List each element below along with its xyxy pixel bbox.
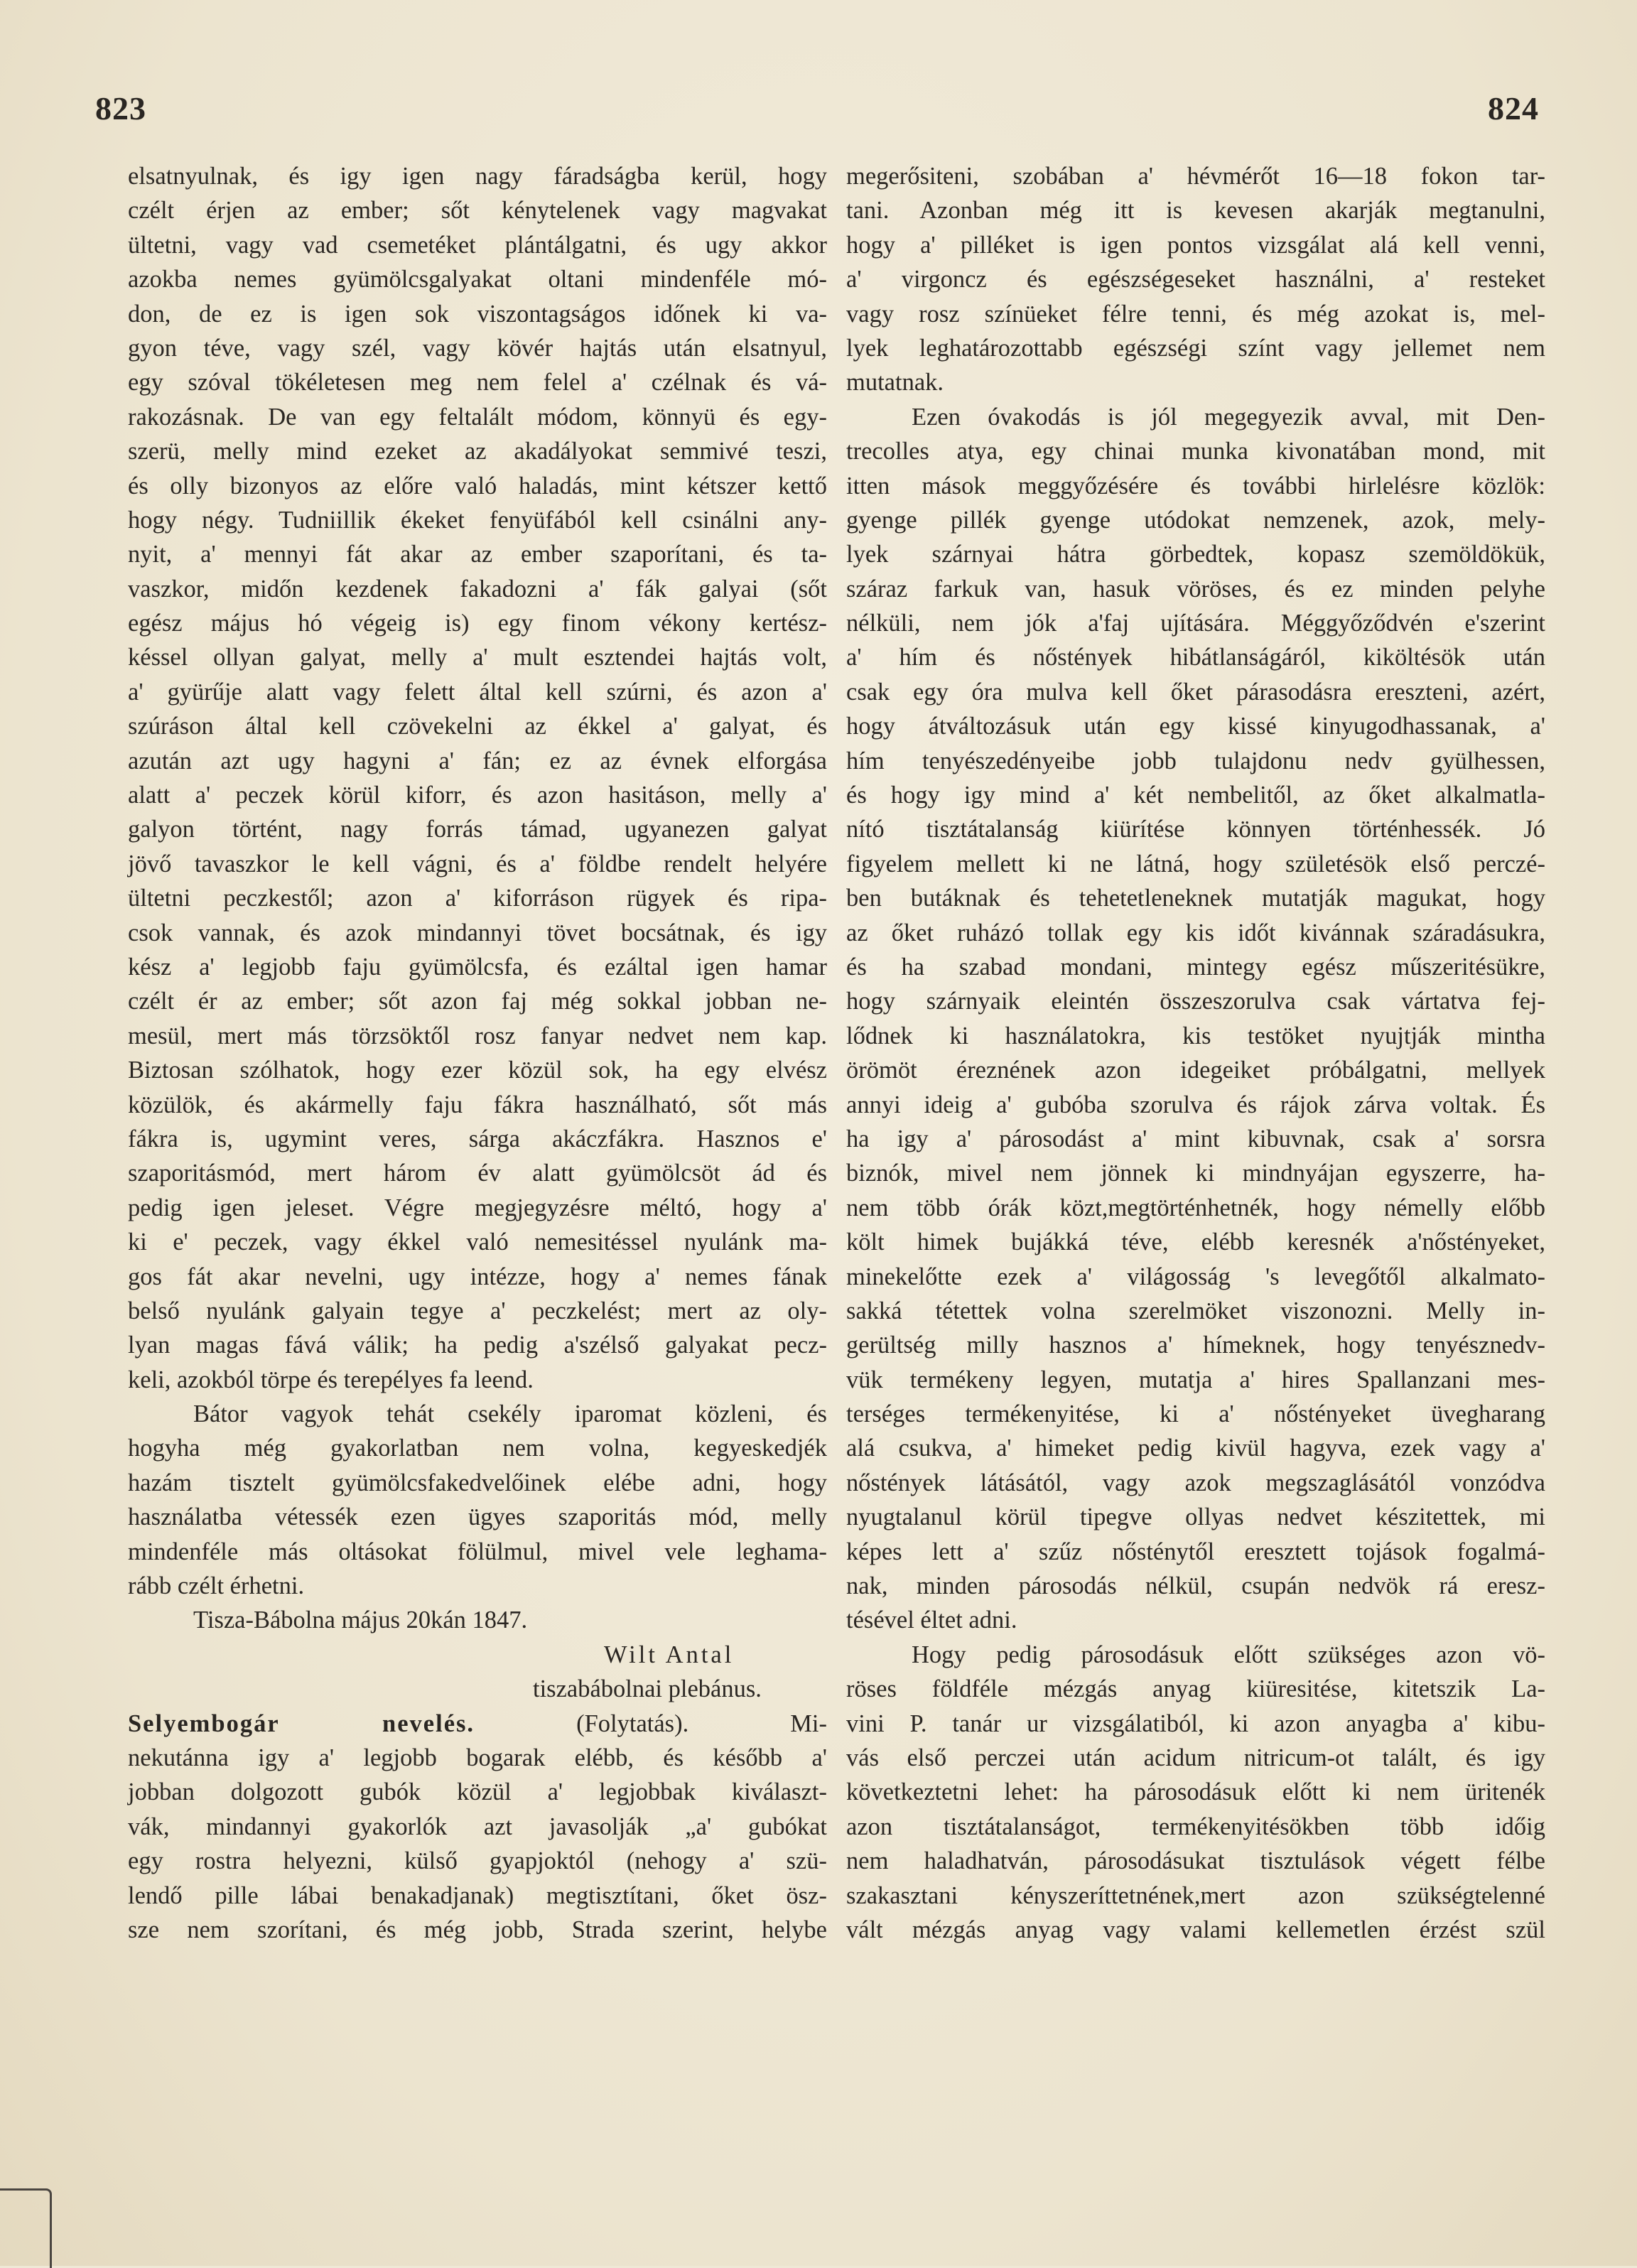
text-line: örömöt éreznének azon idegeiket próbálgatni, mellyek	[846, 1057, 1545, 1084]
text-line: hogy szárnyaik eleintén összeszorulva csak vártatva fej-	[846, 988, 1545, 1015]
text-line: czélt ér az ember; sőt azon faj még sokkal jobban ne-	[128, 988, 827, 1015]
text-line: száraz farkuk van, hasuk vöröses, és ez minden pelyhe	[846, 575, 1545, 603]
text-line: rább czélt érhetni.	[128, 1572, 305, 1600]
text-line: megerősiteni, szobában a' hévmérőt 16—18 fokon tar-	[846, 163, 1545, 190]
text-line: egy szóval tökéletesen meg nem felel a' czélnak és vá-	[128, 369, 827, 396]
text-line: ültetni peczkestől; azon a' kiforráson rügyek és ripa-	[128, 885, 827, 912]
text-line: költ himek bujákká téve, elébb keresnék a'nőstényeket,	[846, 1228, 1545, 1256]
page-number-left: 823	[95, 90, 146, 126]
text-line: keli, azokból törpe és terepélyes fa leend.	[128, 1366, 534, 1393]
text-line: tani. Azonban még itt is kevesen akarják megtanulni,	[846, 197, 1545, 225]
text-line: tésével éltet adni.	[846, 1606, 1017, 1634]
text-line: nyit, a' mennyi fát akar az ember szaporítani, és ta-	[128, 541, 827, 568]
text-line: ben butáknak és tehetetleneknek mutatják magukat, hogy	[846, 885, 1545, 912]
text-line: szerü, melly mind ezeket az akadályokat semmivé teszi,	[128, 438, 827, 465]
text-line: a' hím és nőstények hibátlanságáról, kiköltésök után	[846, 644, 1545, 671]
text-line: alatt a' peczek körül kiforr, és azon hasitáson, melly a'	[128, 782, 827, 809]
text-line: Hogy pedig párosodásuk előtt szükséges azon vö-	[912, 1641, 1545, 1668]
text-line: vaszkor, midőn kezdenek fakadozni a' fák galyai (sőt	[128, 575, 827, 603]
dateline: Tisza-Bábolna május 20kán 1847.	[193, 1606, 528, 1634]
right-column	[846, 159, 1545, 1947]
text-line: itten mások meggyőzésére és további hirlelésre közlök:	[846, 472, 1545, 500]
text-line: szúráson által kell czövekelni az ékkel a' galyat, és	[128, 713, 827, 740]
text-line: czélt érjen az ember; sőt kénytelenek vagy magvakat	[128, 197, 827, 225]
page-number-right: 824	[1488, 90, 1539, 126]
text-line: jövő tavaszkor le kell vágni, és a' földbe rendelt helyére	[128, 850, 827, 878]
text-line: gyon téve, vagy szél, vagy kövér hajtás után elsatnyul,	[128, 334, 827, 362]
text-line: hogy a' pilléket is igen pontos vizsgálat alá kell venni,	[846, 231, 1545, 259]
text-line: egész május hó végeig is) egy finom vékony kertész-	[128, 610, 827, 637]
text-line: mesül, mert más törzsöktől rosz fanyar nedvet nem kap.	[128, 1022, 827, 1049]
text-line: lődnek ki használatokra, kis testöket nyujtják mintha	[846, 1022, 1545, 1049]
text-line: ki e' peczek, vagy ékkel való nemesitéssel nyulánk ma-	[128, 1228, 827, 1256]
text-line: nekutánna igy a' legjobb bogarak elébb, és később a'	[128, 1744, 827, 1771]
text-line: szaporitásmód, mert három év alatt gyümölcsöt ád és	[128, 1160, 827, 1187]
binding-edge-mark	[0, 2188, 52, 2268]
text-line: lyan magas fává válik; ha pedig a'szélső galyakat pecz-	[128, 1332, 827, 1359]
text-line: jobban dolgozott gubók közül a' legjobbak kiválaszt-	[128, 1778, 827, 1806]
text-line: nem több órák közt,megtörténhetnék, hogy némelly előbb	[846, 1194, 1545, 1221]
text-line: nőstények látásától, vagy azok megszaglásától vonzódva	[846, 1469, 1545, 1496]
text-line: vák, mindannyi gyakorlók azt javasolják „a' gubókat	[128, 1813, 827, 1840]
text-line: és hogy igy mind a' két nembelitől, az őket alkalmatla-	[846, 782, 1545, 809]
text-line: vás első perczei után acidum nitricum-ot talált, és igy	[846, 1744, 1545, 1771]
text-line: szakasztani kényszeríttetnének,mert azon szükségtelenné	[846, 1881, 1545, 1909]
text-line: sakká tétettek volna szerelmöket viszonozni. Melly in-	[846, 1297, 1545, 1324]
text-line: ültetni, vagy vad csemetéket plántálgatni, és ugy akkor	[128, 231, 827, 259]
text-line: figyelem mellett ki ne látná, hogy születésök első perczé-	[846, 850, 1545, 878]
text-line: trecolles atya, egy chinai munka kivonatában mond, mit	[846, 438, 1545, 465]
text-line: vált mézgás anyag vagy valami kellemetlen érzést szül	[846, 1916, 1545, 1943]
text-line: mindenféle más oltásokat fölülmul, mivel vele leghama-	[128, 1538, 827, 1565]
text-line: hogyha még gyakorlatban nem volna, kegyeskedjék	[128, 1435, 827, 1462]
text-line: az őket ruházó tollak egy kis időt kivánnak száradásukra,	[846, 919, 1545, 946]
left-column	[128, 159, 827, 1947]
text-line: ha igy a' párosodást a' mint kibuvnak, csak a' sorsra	[846, 1125, 1545, 1152]
text-line: mutatnak.	[846, 369, 944, 396]
text-line: fákra is, ugymint veres, sárga akáczfákra. Hasznos e'	[128, 1125, 827, 1152]
text-line: és ha szabad mondani, mintegy egész műszeritésükre,	[846, 953, 1545, 981]
text-line: Biztosan szólhatok, hogy ezer közül sok, ha egy elvész	[128, 1057, 827, 1084]
text-line: képes lett a' szűz nősténytől eresztett tojások fogalmá-	[846, 1538, 1545, 1565]
text-line: nító tisztátalanság kiürítése könnyen történhessék. Jó	[846, 816, 1545, 843]
text-line: azután azt ugy hagyni a' fán; ez az évnek elforgása	[128, 747, 827, 774]
text-line: belső nyulánk galyain tegye a' peczkelést; mert az oly-	[128, 1297, 827, 1324]
signature-name: Wilt Antal	[604, 1641, 735, 1668]
text-line: azokba nemes gyümölcsgalyakat oltani mindenféle mó-	[128, 266, 827, 293]
text-line: Ezen óvakodás is jól megegyezik avval, mit Den-	[912, 403, 1545, 431]
text-line: lyek szárnyai hátra görbedtek, kopasz szemöldökük,	[846, 541, 1545, 568]
text-line: alá csukva, a' himeket pedig kivül hagyva, ezek vagy a'	[846, 1435, 1545, 1462]
text-line: azon tisztátalanságot, termékenyitésökben több időig	[846, 1813, 1545, 1840]
text-line: hogy négy. Tudniillik ékeket fenyüfából kell csinálni any-	[128, 506, 827, 534]
text-line: nak, minden párosodás nélkül, csupán nedvök rá eresz-	[846, 1572, 1545, 1600]
text-line: a' gyürűje alatt vagy felett által kell szúrni, és azon a'	[128, 678, 827, 706]
text-line: nélküli, nem jók a'faj ujítására. Méggyőződvén e'szerint	[846, 610, 1545, 637]
text-line: egy rostra helyezni, külső gyapjoktól (nehogy a' szü-	[128, 1847, 827, 1875]
text-line: közülök, és akármelly faju fákra használható, sőt más	[128, 1091, 827, 1118]
text-line: csok vannak, és azok mindannyi tövet bocsátnak, és igy	[128, 919, 827, 946]
text-line: galyon történt, nagy forrás támad, ugyanezen galyat	[128, 816, 827, 843]
text-line: pedig igen jeleset. Végre megjegyzésre méltó, hogy a'	[128, 1194, 827, 1221]
text-line: biznók, mivel nem jönnek ki mindnyájan egyszerre, ha-	[846, 1160, 1545, 1187]
text-line: elsatnyulnak, és igy igen nagy fáradságba kerül, hogy	[128, 163, 827, 190]
text-line: nem haladhatván, párosodásukat tisztulások végett félbe	[846, 1847, 1545, 1875]
signature-title: tiszabábolnai plebánus.	[533, 1675, 762, 1703]
text-line: és olly bizonyos az előre való haladás, mint kétszer kettő	[128, 472, 827, 500]
text-line: terséges termékenyitése, ki a' nőstényeket üvegharang	[846, 1400, 1545, 1428]
text-line: Bátor vagyok tehát csekély iparomat közleni, és	[193, 1400, 827, 1428]
text-line: használatba vétessék ezen ügyes szaporitás mód, melly	[128, 1503, 827, 1531]
section-heading-line	[128, 1707, 827, 1741]
text-line: vagy rosz színüeket félre tenni, és még azokat is, mel-	[846, 300, 1545, 328]
text-line: hogy átváltozásuk után egy kissé kinyugodhassanak, a'	[846, 713, 1545, 740]
text-line: vük termékeny legyen, mutatja a' hires Spallanzani mes-	[846, 1366, 1545, 1393]
text-line: gyenge pillék gyenge utódokat nemzenek, azok, mely-	[846, 506, 1545, 534]
text-line: késsel ollyan galyat, melly a' mult esztendei hajtás volt,	[128, 644, 827, 671]
text-line: hím tenyészedényeibe jobb tulajdonu nedv gyülhessen,	[846, 747, 1545, 774]
text-line: lyek leghatározottabb egészségi színt vagy jellemet nem	[846, 334, 1545, 362]
text-line: (Folytatás). Mi-	[576, 1710, 827, 1737]
text-line: a' virgoncz és egészségeseket használni, a' resteket	[846, 266, 1545, 293]
text-line: csak egy óra mulva kell őket párasodásra ereszteni, azért,	[846, 678, 1545, 706]
text-line: minekelőtte ezek a' világosság 's levegőtől alkalmato-	[846, 1263, 1545, 1290]
text-line: sze nem szorítani, és még jobb, Strada szerint, helybe	[128, 1916, 827, 1943]
text-line: gerültség milly hasznos a' hímeknek, hogy tenyésznedv-	[846, 1332, 1545, 1359]
text-line: lendő pille lábai benakadjanak) megtisztítani, őket ösz-	[128, 1881, 827, 1909]
text-line: nyugtalanul körül tipegve ollyas nedvet készitettek, mi	[846, 1503, 1545, 1531]
text-line: rakozásnak. De van egy feltalált módom, könnyü és egy-	[128, 403, 827, 431]
text-line: kész a' legjobb faju gyümölcsfa, és ezáltal igen hamar	[128, 953, 827, 981]
text-line: következtetni lehet: ha párosodásuk előtt ki nem üritenék	[846, 1778, 1545, 1806]
text-line: vini P. tanár ur vizsgálatiból, ki azon anyagba a' kibu-	[846, 1710, 1545, 1737]
section-heading: Selyembogár nevelés.	[128, 1710, 475, 1737]
text-line: gos fát akar nevelni, ugy intézze, hogy a' nemes fának	[128, 1263, 827, 1290]
text-line: röses földféle mézgás anyag kiüresitése, kitetszik La-	[846, 1675, 1545, 1703]
text-line: annyi ideig a' gubóba szorulva és rájok zárva voltak. És	[846, 1091, 1545, 1118]
text-line: don, de ez is igen sok viszontagságos időnek ki va-	[128, 300, 827, 328]
text-line: hazám tisztelt gyümölcsfakedvelőinek elébe adni, hogy	[128, 1469, 827, 1496]
